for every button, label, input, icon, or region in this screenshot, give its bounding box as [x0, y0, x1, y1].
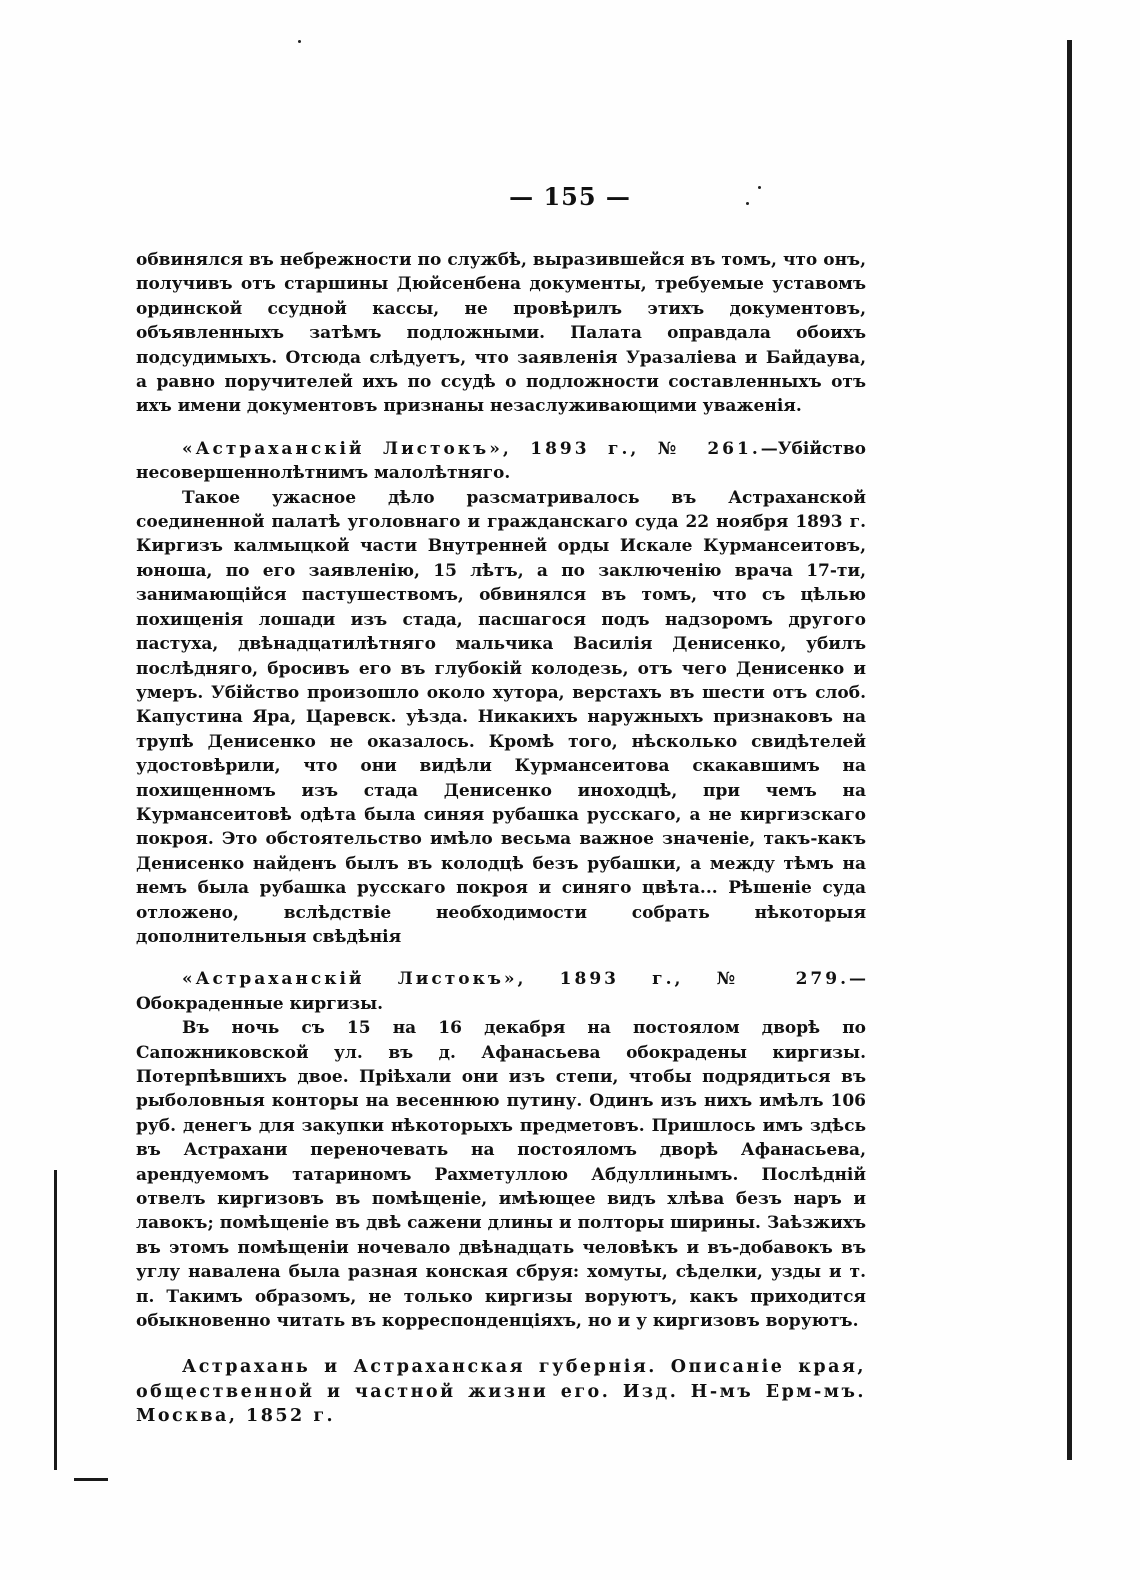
news-entry-title: —Обокраденные киргизы.: [136, 969, 866, 1014]
page-edge-rule: [1067, 40, 1072, 1460]
bibliographic-entry: Астрахань и Астраханская губернія. Описаніе края, общественной и частной жизни его. Изд. Н-мъ Ерм-мъ. Москва, 1852 г.: [136, 1357, 866, 1427]
news-source-citation: «Астраханскій Листокъ», 1893 г., № 279.: [182, 969, 849, 990]
paragraph-court-acquittal: обвинялся въ небрежности по службѣ, выразившейся въ томъ, что онъ, получивъ отъ старшины Дюйсенбена документы, требуемые уставомъ ординской ссудной кассы, не провѣрилъ этихъ документовъ, объявленныхъ затѣмъ подложными. Палата оправдала обоихъ подсудимыхъ. Отсюда слѣдуетъ, что заявленія Уразаліева и Байдаува, а равно поручителей ихъ по ссудѣ о подложности составленныхъ отъ ихъ имени документовъ признаны незаслуживающими уваженія.: [136, 250, 866, 417]
news-source-citation: «Астраханскій Листокъ», 1893 г., № 261.: [182, 438, 761, 459]
print-speck: [298, 40, 301, 43]
page-body: [136, 248, 866, 1429]
paragraph-murder-case: Такое ужасное дѣло разсматривалось въ Астраханской соединенной палатѣ уголовнаго и гражданскаго суда 22 ноября 1893 г. Киргизъ калмыцкой части Внутренней орды Искале Курмансеитовъ, юноша, по его заявленію, 15 лѣтъ, а по заключенію врача 17-ти, занимающійся пастушествомъ, обвинялся въ томъ, что съ цѣлью похищенія лошади изъ стада, пасшагося подъ надзоромъ другого пастуха, двѣнадцатилѣтняго мальчика Василія Денисенко, убилъ послѣдняго, бросивъ его въ глубокій колодезь, отъ чего Денисенко и умеръ. Убійство произошло около хутора, верстахъ въ шести отъ слоб. Капустина Яра, Царевск. уѣзда. Никакихъ наружныхъ признаковъ на трупѣ Денисенко не оказалось. Кромѣ того, нѣсколько свидѣтелей удостовѣрили, что они видѣли Курмансеитова скакавшимъ на похищенномъ изъ стада Денисенко иноходцѣ, при чемъ на Курмансеитовѣ одѣта была синяя рубашка русскаго, а не киргизскаго покроя. Это обстоятельство имѣло весьма важное значеніе, такъ-какъ Денисенко найденъ былъ въ колодцѣ безъ рубашки, а между тѣмъ на немъ была рубашка русскаго покроя и синяго цвѣта... Рѣшеніе суда отложено, вслѣдствіе необходимости собрать нѣкоторыя дополнительныя свѣдѣнія: [136, 487, 866, 947]
left-margin-dash: [74, 1478, 108, 1481]
news-entry-title: —Убійство несовершеннолѣтнимъ малолѣтняго.: [136, 438, 866, 484]
news-entry-heading: [136, 967, 866, 1016]
page-number: — 155 —: [509, 182, 631, 211]
paragraph-robbery-case: Въ ночь съ 15 на 16 декабря на постоялом дворѣ по Сапожниковской ул. въ д. Афанасьева обокрадены киргизы. Потерпѣвшихъ двое. Пріѣхали они изъ степи, чтобы подрядиться въ рыболовныя конторы на весеннюю путину. Одинъ изъ нихъ имѣлъ 106 руб. денегъ для закупки нѣкоторыхъ предметовъ. Пришлось имъ здѣсь въ Астрахани переночевать на постояломъ дворѣ Афанасьева, арендуемомъ татариномъ Рахметуллою Абдуллинымъ. Послѣдній отвелъ киргизовъ въ помѣщеніе, имѣющее видъ хлѣва безъ наръ и лавокъ; помѣщеніе въ двѣ сажени длины и полторы ширины. Заѣзжихъ въ этомъ помѣщеніи ночевало двѣнадцать человѣкъ и въ-добавокъ въ углу навалена была разная конская сбруя: хомуты, сѣделки, узды и т. п. Такимъ образомъ, не только киргизы воруютъ, какъ приходится обыкновенно читать въ корреспонденціяхъ, но и у киргизовъ воруютъ.: [136, 1018, 866, 1332]
left-margin-rule: [54, 1170, 57, 1470]
news-entry-heading: [136, 437, 866, 486]
